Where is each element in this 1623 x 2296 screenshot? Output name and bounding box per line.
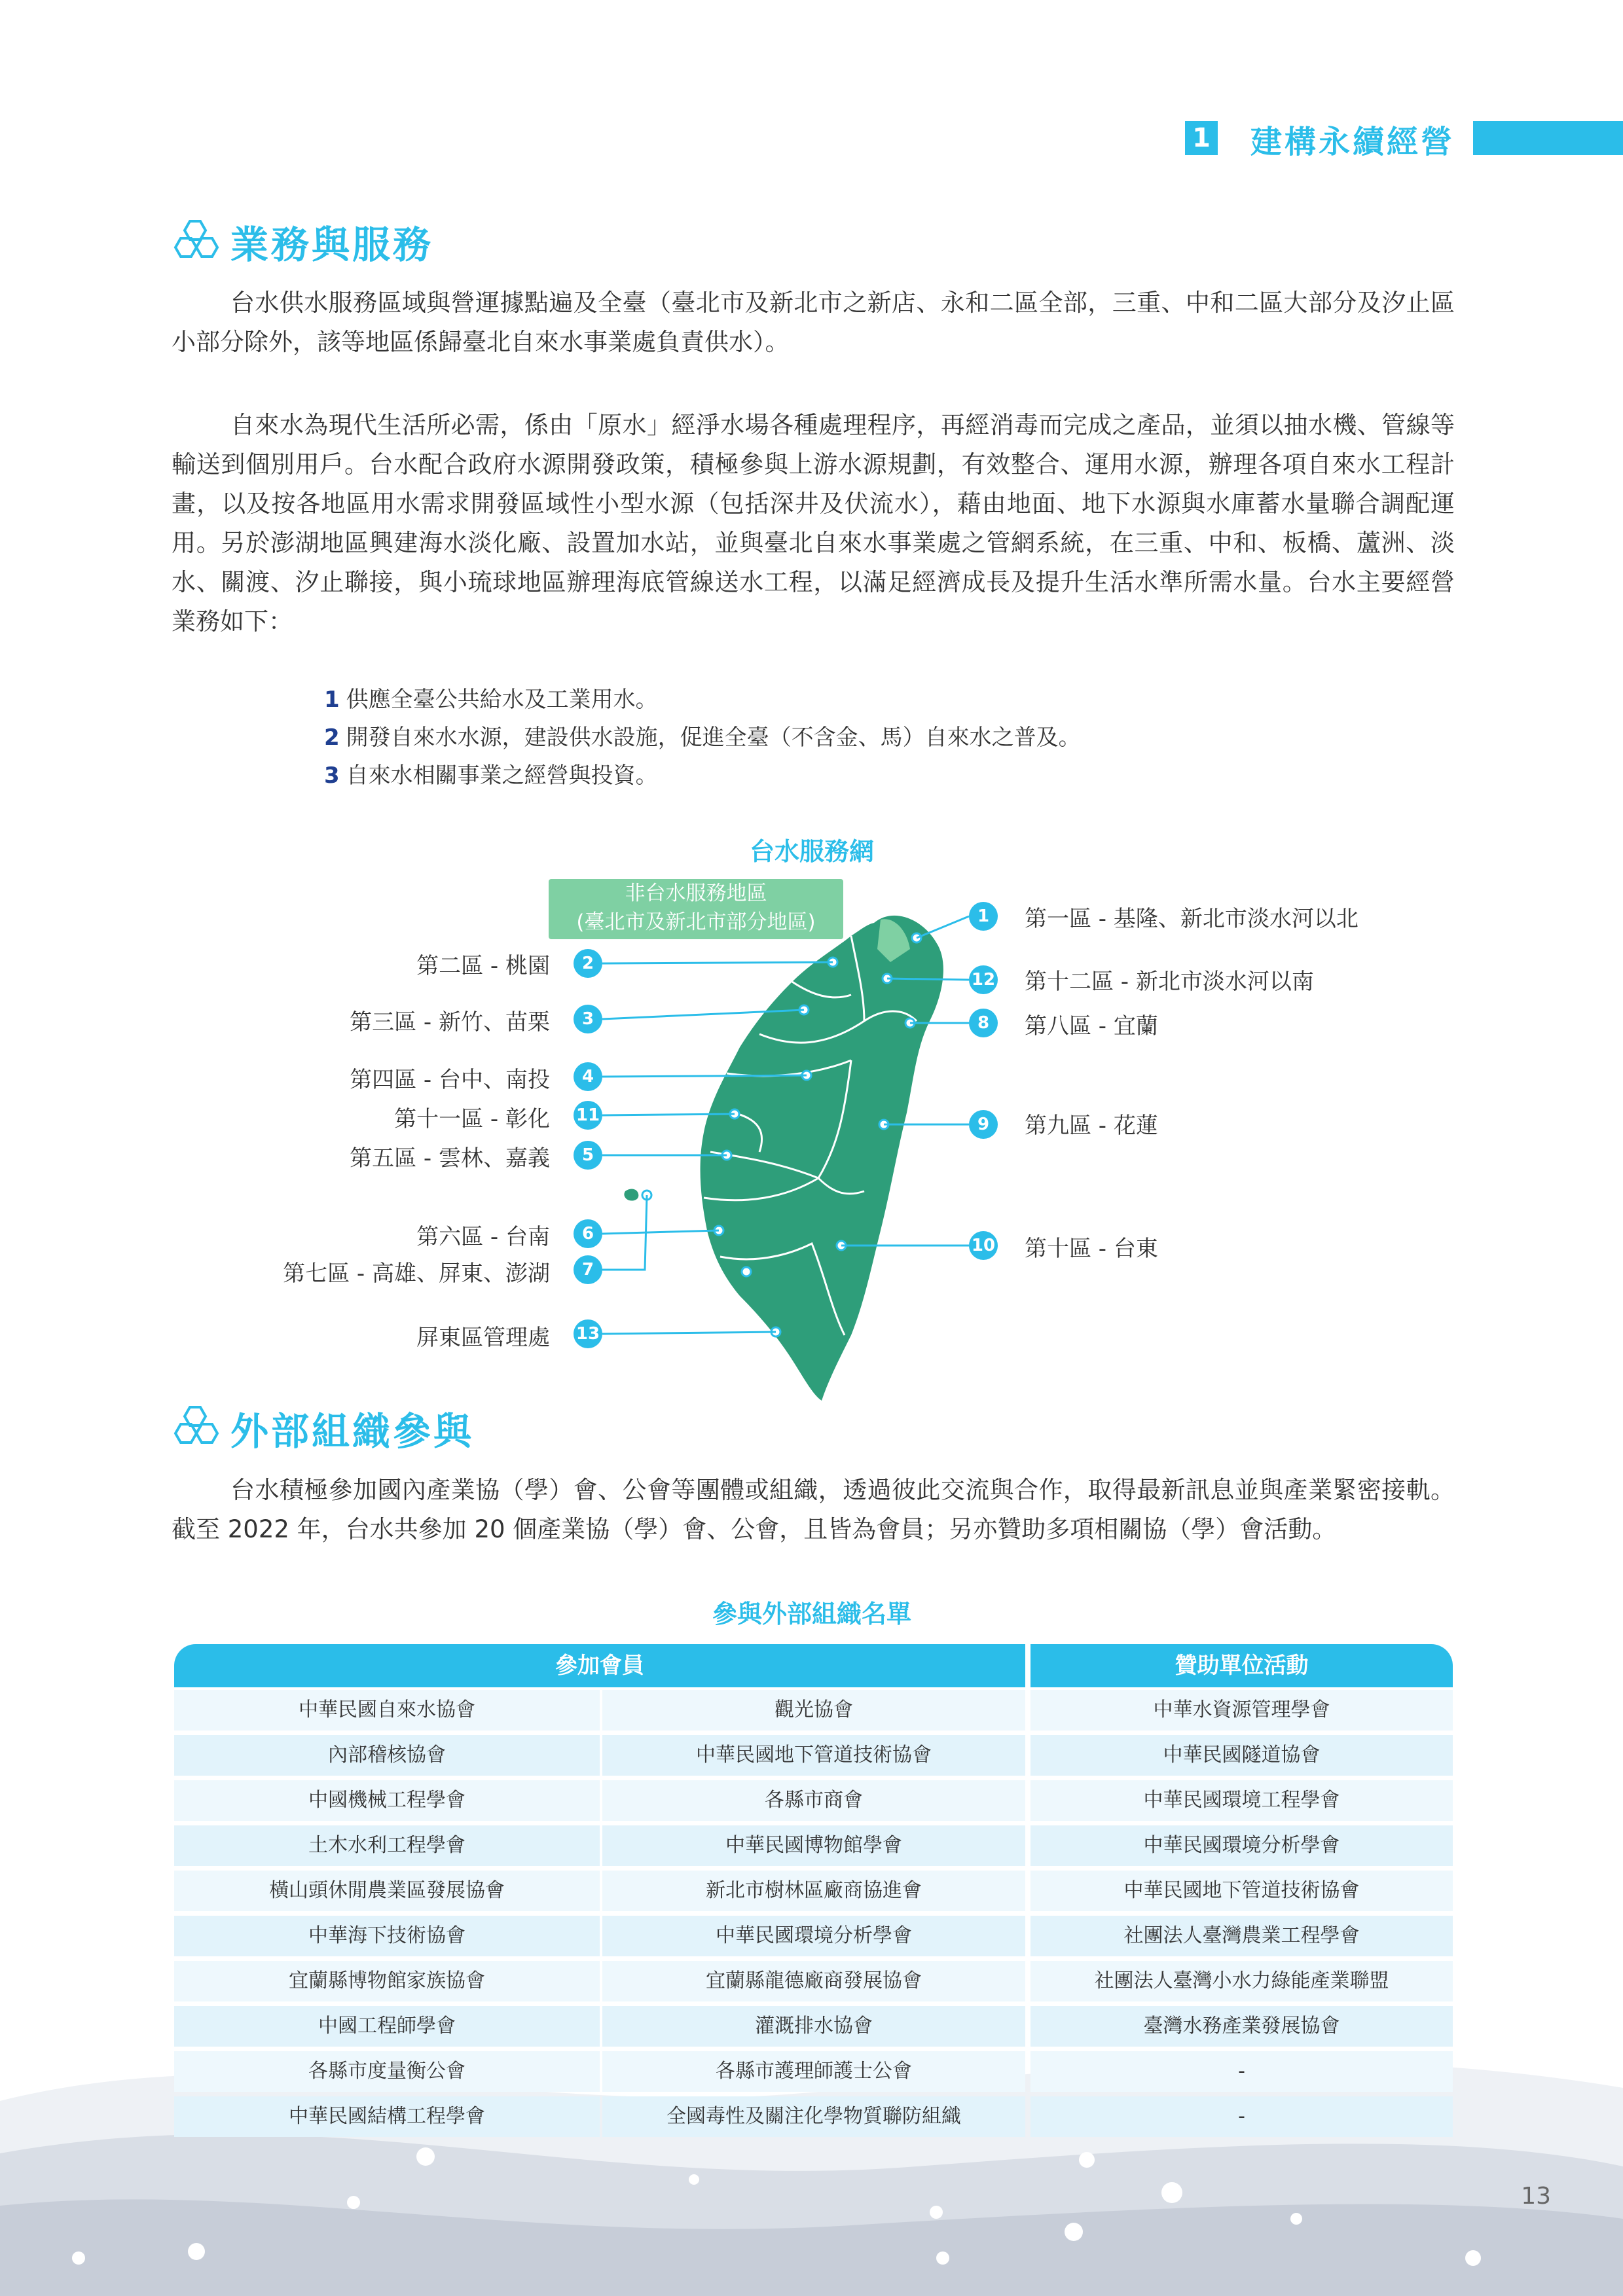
table-cell: 觀光協會: [602, 1690, 1025, 1731]
paragraph-water-supply: 自來水為現代生活所必需，係由「原水」經淨水場各種處理程序，再經消毒而完成之產品，並須以抽水機、管線等輸送到個別用戶。台水配合政府水源開發政策，積極參與上游水源規劃，有效整合、運用水源，辦理各項自來水工程計畫，以及按各地區用水需求開發區域性小型水源（包括深井及伏流水），藉由地面、地下水源與水庫蓄水量聯合調配運用。另於澎湖地區興建海水淡化廠、設置加水站，並與臺北自來水事業處之管網系統，在三重、中和、板橋、蘆洲、淡水、關渡、汐止聯接，與小琉球地區辦理海底管線送水工程，以滿足經濟成長及提升生活水準所需水量。台水主要經營業務如下：: [172, 411, 1455, 636]
chapter-number: 1: [1185, 121, 1218, 155]
map-label-region-13: 屏東區管理處: [416, 1325, 550, 1351]
map-label-region-1: 第一區 - 基隆、新北市淡水河以北: [1025, 906, 1359, 932]
table-cell: 內部稽核協會: [174, 1735, 600, 1776]
table-cell: 中華民國環境分析學會: [1030, 1825, 1453, 1866]
map-label-region-9: 第九區 - 花蓮: [1025, 1113, 1158, 1139]
region-4-marker: 4: [574, 1062, 602, 1091]
table-row: [174, 2096, 1453, 2137]
region-10-marker: 10: [969, 1231, 998, 1260]
table-cell: 宜蘭縣龍德廠商發展協會: [602, 1961, 1025, 2001]
table-cell: 中國機械工程學會: [174, 1780, 600, 1821]
table-row: [174, 1690, 1453, 1731]
map-label-region-5: 第五區 - 雲林、嘉義: [350, 1145, 550, 1172]
table-cell: 中華民國地下管道技術協會: [1030, 1871, 1453, 1911]
table-cell: 中華海下技術協會: [174, 1916, 600, 1956]
table-cell: -: [1030, 2096, 1453, 2137]
table-cell: 中華民國地下管道技術協會: [602, 1735, 1025, 1776]
non-service-area-label: 非台水服務地區 (臺北市及新北市部分地區): [549, 879, 843, 939]
table-cell: -: [1030, 2051, 1453, 2092]
map-label-region-6: 第六區 - 台南: [416, 1224, 550, 1250]
table-cell: 各縣市度量衡公會: [174, 2051, 600, 2092]
map-label-region-11: 第十一區 - 彰化: [394, 1106, 550, 1132]
map-label-region-4: 第四區 - 台中、南投: [350, 1067, 550, 1093]
table-cell: 土木水利工程學會: [174, 1825, 600, 1866]
region-2-marker: 2: [574, 949, 602, 978]
header-member: 參加會員: [174, 1644, 1025, 1687]
region-1-marker: 1: [969, 902, 998, 931]
region-9-marker: 9: [969, 1110, 998, 1139]
list-item: 2 開發自來水水源，建設供水設施，促進全臺（不含金、馬）自來水之普及。: [324, 725, 1081, 751]
section-title-business: 業務與服務: [230, 223, 434, 267]
table-header: [174, 1644, 1453, 1687]
hexagon-icon: [172, 1402, 224, 1454]
table-cell: 全國毒性及關注化學物質聯防組織: [602, 2096, 1025, 2137]
map-label-region-12: 第十二區 - 新北市淡水河以南: [1025, 969, 1314, 995]
table-cell: 中華民國結構工程學會: [174, 2096, 600, 2137]
list-item: 3 自來水相關事業之經營與投資。: [324, 762, 658, 789]
map-caption: 台水服務網: [749, 837, 874, 866]
table-row: [174, 1961, 1453, 2001]
table-row: [174, 1825, 1453, 1866]
table-row: [174, 2051, 1453, 2092]
table-cell: 各縣市護理師護士公會: [602, 2051, 1025, 2092]
region-7-marker: 7: [574, 1255, 602, 1284]
page-number: 13: [1521, 2183, 1551, 2210]
map-label-region-7: 第七區 - 高雄、屏東、澎湖: [283, 1261, 550, 1287]
region-5-marker: 5: [574, 1141, 602, 1170]
table-row: [174, 1871, 1453, 1911]
table-cell: 中國工程師學會: [174, 2006, 600, 2047]
table-cell: 各縣市商會: [602, 1780, 1025, 1821]
table-row: [174, 1735, 1453, 1776]
list-item: 1 供應全臺公共給水及工業用水。: [324, 687, 658, 713]
table-cell: 社團法人臺灣農業工程學會: [1030, 1916, 1453, 1956]
region-12-marker: 12: [969, 965, 998, 994]
table-row: [174, 2006, 1453, 2047]
table-cell: 中華民國環境工程學會: [1030, 1780, 1453, 1821]
region-3-marker: 3: [574, 1005, 602, 1033]
table-body: [174, 1687, 1453, 2139]
region-11-marker: 11: [574, 1101, 602, 1130]
header-sponsor: 贊助單位活動: [1030, 1644, 1453, 1687]
table-cell: 臺灣水務產業發展協會: [1030, 2006, 1453, 2047]
external-org-table: [174, 1644, 1453, 2139]
table-row: [174, 1780, 1453, 1821]
section-title-external: 外部組織參與: [230, 1409, 475, 1454]
region-8-marker: 8: [969, 1009, 998, 1037]
table-cell: 新北市樹林區廠商協進會: [602, 1871, 1025, 1911]
map-label-region-8: 第八區 - 宜蘭: [1025, 1013, 1158, 1039]
taiwan-island: [701, 916, 943, 1401]
map-label-region-3: 第三區 - 新竹、苗栗: [350, 1009, 550, 1035]
table-caption: 參與外部組織名單: [712, 1600, 911, 1628]
map-label-region-2: 第二區 - 桃園: [416, 953, 550, 979]
table-cell: 橫山頭休閒農業區發展協會: [174, 1871, 600, 1911]
paragraph-service-area: 台水供水服務區域與營運據點遍及全臺（臺北市及新北市之新店、永和二區全部，三重、中和二區大部分及汐止區小部分除外，該等地區係歸臺北自來水事業處負責供水）。: [172, 289, 1455, 356]
table-cell: 中華民國隧道協會: [1030, 1735, 1453, 1776]
paragraph-external-orgs: 台水積極參加國內產業協（學）會、公會等團體或組織，透過彼此交流與合作，取得最新訊息並與產業緊密接軌。截至 2022 年，台水共參加 20 個產業協（學）會、公會，且皆為會員；另亦贊助多項相關協（學）會活動。: [172, 1476, 1455, 1543]
table-cell: 社團法人臺灣小水力綠能產業聯盟: [1030, 1961, 1453, 2001]
region-6-marker: 6: [574, 1219, 602, 1248]
table-cell: 中華民國博物館學會: [602, 1825, 1025, 1866]
table-row: [174, 1916, 1453, 1956]
region-13-marker: 13: [574, 1319, 602, 1348]
table-cell: 中華民國環境分析學會: [602, 1916, 1025, 1956]
table-cell: 灌溉排水協會: [602, 2006, 1025, 2047]
table-cell: 中華水資源管理學會: [1030, 1690, 1453, 1731]
map-label-region-10: 第十區 - 台東: [1025, 1236, 1158, 1262]
table-cell: 中華民國自來水協會: [174, 1690, 600, 1731]
table-cell: 宜蘭縣博物館家族協會: [174, 1961, 600, 2001]
chapter-title: 建構永續經營: [1250, 124, 1455, 160]
